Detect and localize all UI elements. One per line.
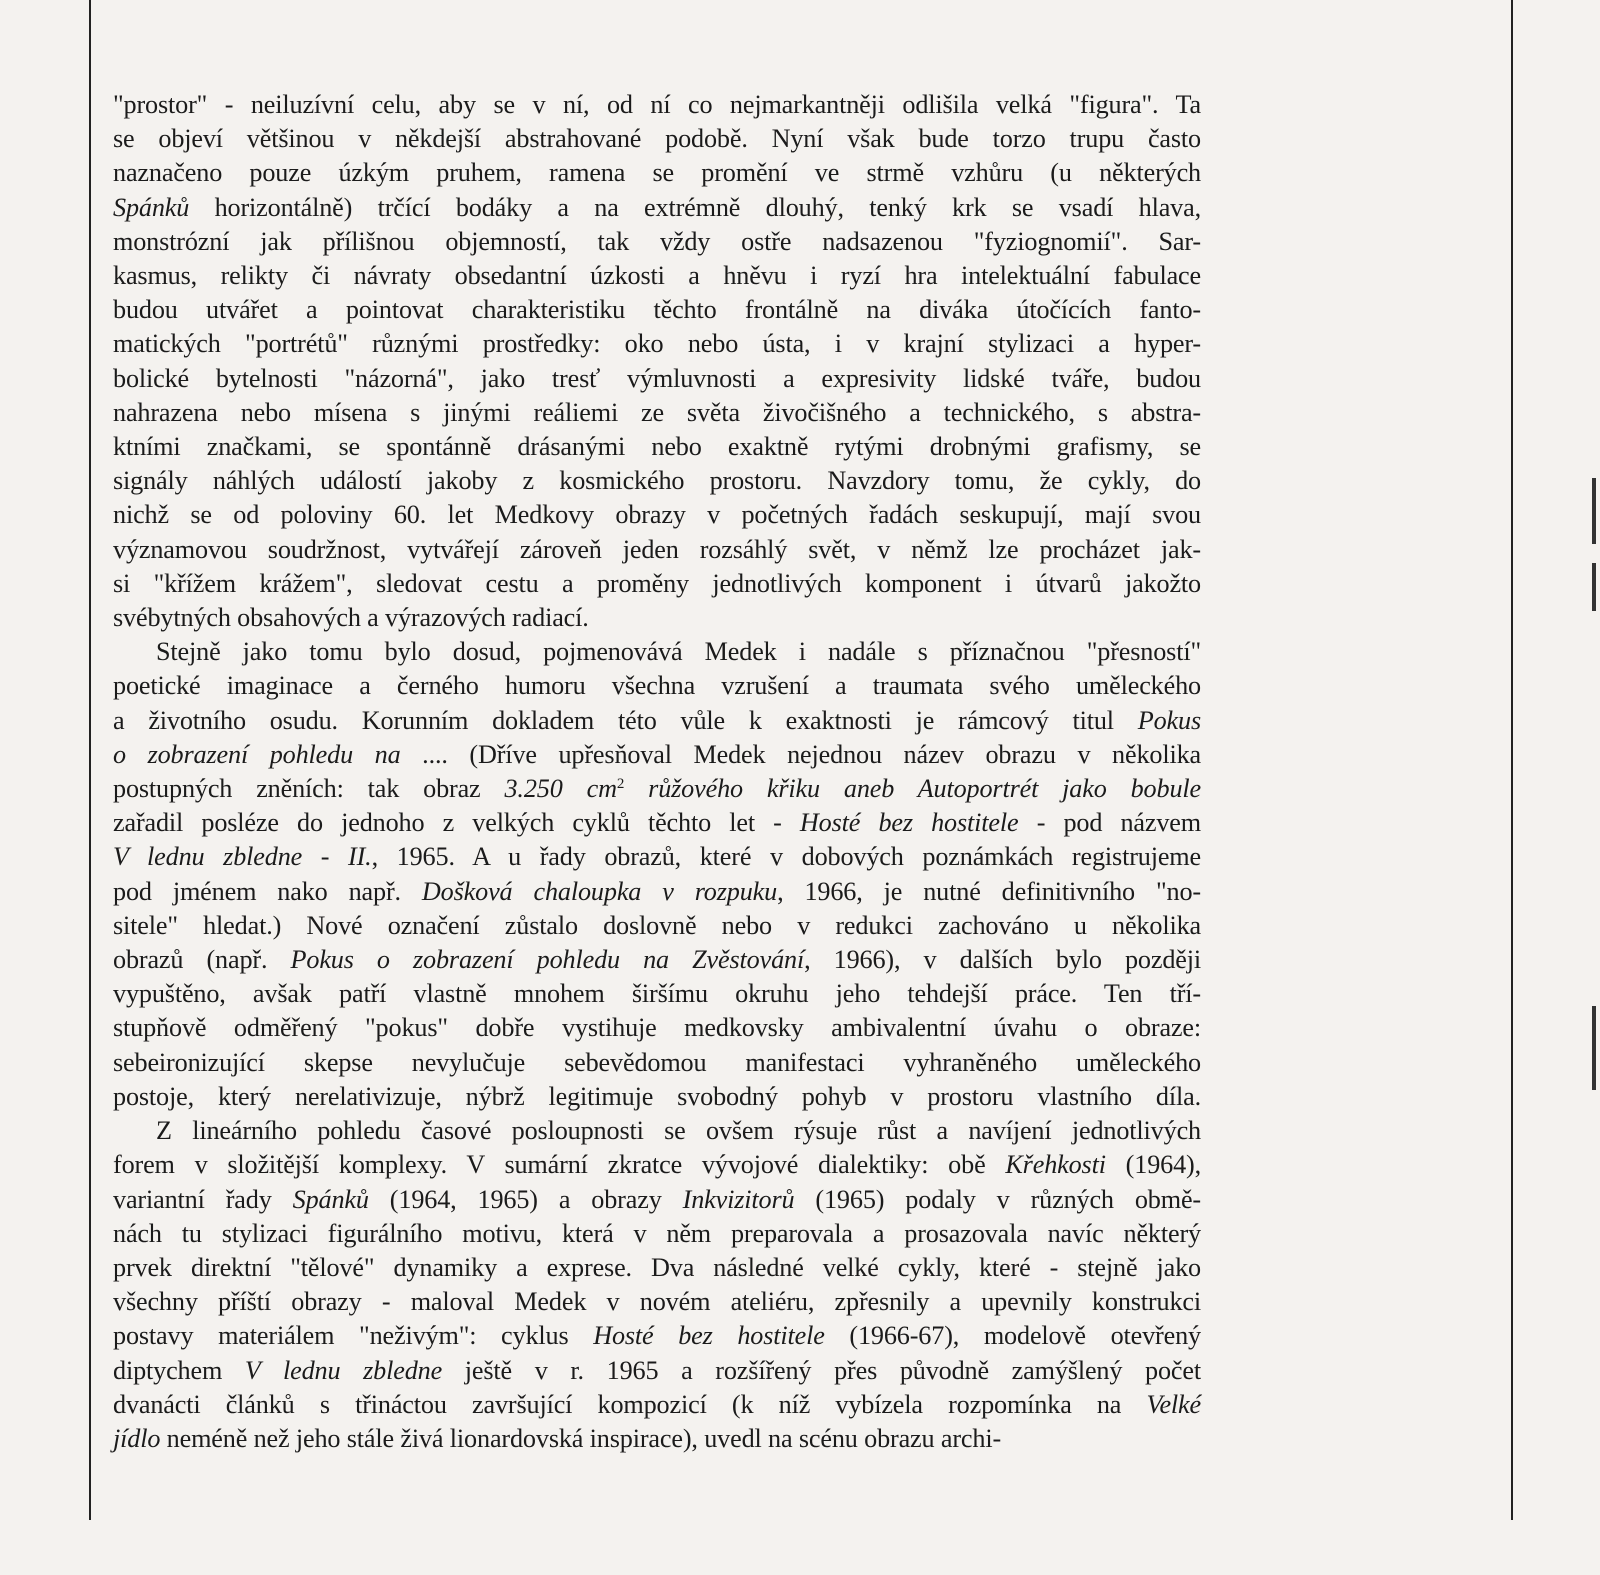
- text-run: všechny příští obrazy - maloval Medek v novém ateliéru, zpřesnily a upevnily konstrukci: [113, 1287, 1201, 1317]
- text-run: .... (Dříve upřesňoval Medek nejednou název obrazu v několika: [400, 739, 1201, 769]
- italic-title: 3.250 cm: [504, 774, 617, 804]
- text-run: Z lineárního pohledu časové posloupnosti se ovšem rýsuje růst a navíjení jednotlivých: [156, 1116, 1201, 1146]
- text-line: [113, 327, 1201, 361]
- text-line: [113, 362, 1201, 396]
- text-run: dvanácti článků s třináctou završující kompozicí (k níž vybízela rozpomínka na: [113, 1389, 1147, 1419]
- right-margin-rule: [1511, 0, 1513, 1520]
- text-line: [113, 567, 1201, 601]
- italic-title: Inkvizitorů: [682, 1184, 795, 1214]
- text-line: [113, 1011, 1201, 1045]
- text-run: sitele" hledat.) Nové označení zůstalo doslovně nebo v redukci zachováno u několika: [113, 910, 1201, 940]
- text-line: [113, 840, 1201, 874]
- text-line: [113, 293, 1201, 327]
- text-run: postupných zněních: tak obraz: [113, 774, 505, 804]
- text-line: [113, 1319, 1201, 1353]
- text-run: významovou soudržnost, vytvářejí zároveň jeden rozsáhlý svět, v němž lze procházet jak-: [113, 534, 1201, 564]
- superscript: 2: [616, 776, 625, 793]
- text-run: stupňově odměřený "pokus" dobře vystihuje medkovsky ambivalentní úvahu o obraze:: [113, 1013, 1201, 1043]
- text-run: (1964, 1965) a obrazy: [368, 1184, 683, 1214]
- text-run: , 1966, je nutné definitivního "no-: [777, 876, 1202, 906]
- italic-title: růžového křiku aneb Autoportrét jako bobule: [624, 774, 1201, 804]
- text-line: [113, 430, 1201, 464]
- italic-title: Spánků: [292, 1184, 369, 1214]
- text-run: diptychem: [113, 1355, 245, 1385]
- text-run: (1966-67), modelově otevřený: [824, 1321, 1201, 1351]
- text-line: [113, 1080, 1201, 1114]
- text-run: kasmus, relikty či návraty obsedantní úzkosti a hněvu i ryzí hra intelektuální fabulace: [113, 261, 1201, 291]
- text-run: nách tu stylizaci figurálního motivu, která v něm preparovala a prosazovala navíc některý: [113, 1218, 1201, 1248]
- text-run: monstrózní jak přílišnou objemností, tak vždy ostře nadsazenou "fyziognomií". Sar-: [113, 226, 1201, 256]
- text-run: vypuštěno, avšak patří vlastně mnohem širšímu okruhu jeho tehdejší práce. Ten tří-: [113, 979, 1201, 1009]
- italic-title: V lednu zbledne - II.: [113, 842, 372, 872]
- text-run: nichž se od poloviny 60. let Medkovy obrazy v početných řadách seskupují, mají svou: [113, 500, 1201, 530]
- text-line: [113, 943, 1201, 977]
- italic-title: Velké: [1146, 1389, 1201, 1419]
- text-run: (1965) podaly v různých obmě-: [794, 1184, 1201, 1214]
- text-line: [113, 122, 1201, 156]
- text-run: , 1966), v dalších bylo později: [804, 945, 1201, 975]
- text-line: [113, 533, 1201, 567]
- text-line: [113, 396, 1201, 430]
- text-line: [113, 1251, 1201, 1285]
- text-run: prvek direktní "tělové" dynamiky a exprese. Dva následné velké cykly, které - stejně jako: [113, 1252, 1201, 1282]
- text-line: [113, 772, 1201, 806]
- text-line: [113, 464, 1201, 498]
- text-line: [113, 1217, 1201, 1251]
- text-run: (1964),: [1105, 1150, 1201, 1180]
- text-line: [113, 669, 1201, 703]
- text-line: [113, 1422, 1201, 1456]
- text-run: postoje, který nerelativizuje, nýbrž legitimuje svobodný pohyb v prostoru vlastního díla.: [113, 1081, 1201, 1111]
- text-run: postavy materiálem "neživým": cyklus: [113, 1321, 594, 1351]
- text-run: poetické imaginace a černého humoru všechna vzrušení a traumata svého uměleckého: [113, 671, 1201, 701]
- edge-mark: [1592, 563, 1596, 611]
- text-run: ještě v r. 1965 a rozšířený přes původně zamýšlený počet: [442, 1355, 1201, 1385]
- text-line: [113, 738, 1201, 772]
- text-line: [113, 156, 1201, 190]
- text-line: [113, 635, 1201, 669]
- text-line: [113, 909, 1201, 943]
- text-line: [113, 1388, 1201, 1422]
- text-run: si "křížem krážem", sledovat cestu a proměny jednotlivých komponent i útvarů jakožto: [113, 568, 1201, 598]
- text-run: Stejně jako tomu bylo dosud, pojmenovává Medek i nadále s příznačnou "přesností": [156, 637, 1201, 667]
- italic-title: Došková chaloupka v rozpuku: [421, 876, 778, 906]
- text-run: signály náhlých událostí jakoby z kosmického prostoru. Navzdory tomu, že cykly, do: [113, 466, 1201, 496]
- text-line: [113, 191, 1201, 225]
- text-line: [113, 1183, 1201, 1217]
- body-text: [113, 88, 1201, 1456]
- text-run: budou utvářet a pointovat charakteristiku těchto frontálně na diváka útočících fanto-: [113, 295, 1201, 325]
- text-run: forem v složitější komplexy. V sumární zkratce vývojové dialektiky: obě: [113, 1150, 1006, 1180]
- italic-title: Hosté bez hostitele: [799, 808, 1019, 838]
- text-run: sebeironizující skepse nevylučuje sebevědomou manifestaci vyhraněného uměleckého: [113, 1047, 1201, 1077]
- text-run: - pod názvem: [1018, 808, 1202, 838]
- text-line: [113, 1354, 1201, 1388]
- text-run: nahrazena nebo mísena s jinými reáliemi ze světa živočišného a technického, s abstra-: [113, 397, 1201, 427]
- text-line: [113, 1114, 1201, 1148]
- text-run: obrazů (např.: [113, 945, 291, 975]
- italic-title: Křehkosti: [1005, 1150, 1106, 1180]
- text-line: [113, 498, 1201, 532]
- text-line: [113, 225, 1201, 259]
- text-run: bolické bytelnosti "názorná", jako tresť výmluvnosti a expresivity lidské tváře, budou: [113, 363, 1201, 393]
- edge-mark: [1592, 1006, 1596, 1090]
- text-run: se objeví většinou v někdejší abstrahované podobě. Nyní však bude torzo trupu často: [113, 124, 1201, 154]
- text-line: [113, 704, 1201, 738]
- italic-title: Pokus: [1137, 705, 1201, 735]
- text-run: ktními značkami, se spontánně drásanými nebo exaktně rytými drobnými grafismy, se: [113, 432, 1201, 462]
- text-line: [113, 875, 1201, 909]
- text-line: [113, 88, 1201, 122]
- text-run: "prostor" - neiluzívní celu, aby se v ní, od ní co nejmarkantněji odlišila velká "figura". Ta: [113, 90, 1201, 119]
- text-line: [113, 806, 1201, 840]
- text-line: [113, 977, 1201, 1011]
- text-run: svébytných obsahových a výrazových radiací.: [113, 603, 589, 633]
- text-run: zařadil posléze do jednoho z velkých cyklů těchto let -: [113, 808, 800, 838]
- text-line: [113, 1285, 1201, 1319]
- text-line: [113, 1148, 1201, 1182]
- text-run: neméně než jeho stále živá lionardovská inspirace), uvedl na scénu obrazu archi-: [160, 1423, 1002, 1453]
- italic-title: Pokus o zobrazení pohledu na Zvěstování: [290, 945, 805, 975]
- left-margin-rule: [89, 0, 91, 1520]
- text-run: horizontálně) trčící bodáky a na extrémně dlouhý, tenký krk se vsadí hlava,: [189, 192, 1201, 222]
- italic-title: V lednu zbledne: [244, 1355, 443, 1385]
- text-line: [113, 259, 1201, 293]
- text-run: matických "portrétů" různými prostředky: oko nebo ústa, i v krajní stylizaci a hyper-: [113, 329, 1201, 359]
- text-run: , 1965. A u řady obrazů, které v dobových poznámkách registrujeme: [371, 842, 1201, 872]
- italic-title: o zobrazení pohledu na: [113, 739, 401, 769]
- italic-title: Hosté bez hostitele: [593, 1321, 825, 1351]
- text-run: naznačeno pouze úzkým pruhem, ramena se promění ve strmě vzhůru (u některých: [113, 158, 1201, 188]
- text-line: [113, 1046, 1201, 1080]
- italic-title: jídlo: [113, 1423, 161, 1453]
- text-run: a životního osudu. Korunním dokladem této vůle k exaktnosti je rámcový titul: [113, 705, 1138, 735]
- edge-mark: [1592, 478, 1596, 544]
- italic-title: Spánků: [113, 192, 190, 222]
- text-run: pod jménem nako např.: [113, 876, 422, 906]
- text-run: variantní řady: [113, 1184, 293, 1214]
- text-line: [113, 601, 1201, 635]
